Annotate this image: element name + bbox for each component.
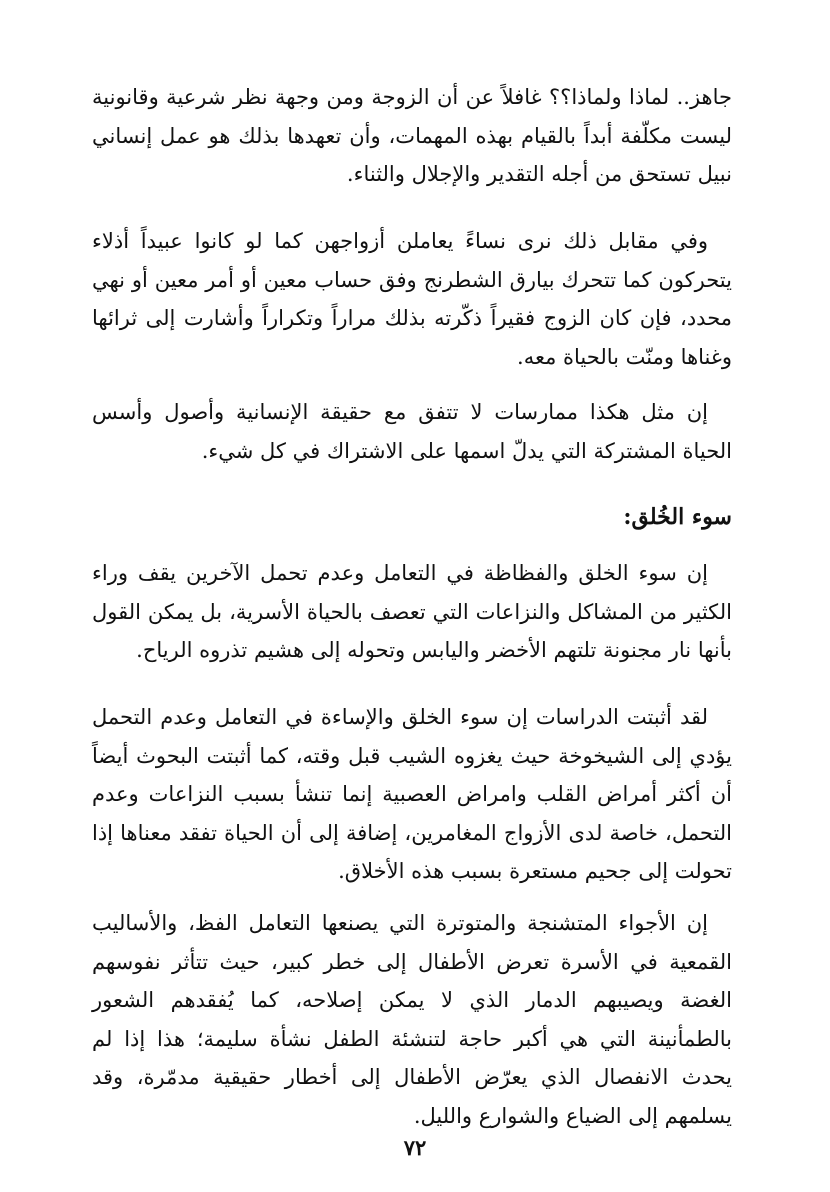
paragraph-5: لقد أثبتت الدراسات إن سوء الخلق والإساءة في التعامل وعدم التحمل يؤدي إلى الشيخوخة حيث يغزوه الشيب قبل وقته، كما أثبتت البحوث أيضاً أن أكثر أمراض القلب وامراض العصبية إنما تنشأ بسبب النزاعات وعدم التحمل، خاصة لدى الأزواج المغامرين، إضافة إلى أن الحياة تفقد معناها إذا تحولت إلى جحيم مستعرة بسبب هذه الأخلاق. [92, 705, 732, 883]
section-heading: سوء الخُلق: [623, 504, 732, 530]
paragraph-2: وفي مقابل ذلك نرى نساءً يعاملن أزواجهن كما لو كانوا عبيداً أذلاء يتحركون كما تتحرك بيارق الشطرنج وفق حساب معين أو أمر معين أو نهي محدد، فإن كان الزوج فقيراً ذكّرته بذلك مراراً وتكراراً وأشارت إلى ثرائها وغناها ومنّت بالحياة معه. [92, 229, 732, 369]
paragraph-1: جاهز.. لماذا ولماذا؟؟ غافلاً عن أن الزوجة ومن وجهة نظر شرعية وقانونية ليست مكلّفة أبداً بالقيام بهذه المهمات، وأن تعهدها بذلك هو عمل إنساني نبيل تستحق من أجله التقدير والإجلال والثناء. [92, 85, 732, 186]
paragraph-3: إن مثل هكذا ممارسات لا تتفق مع حقيقة الإنسانية وأصول وأسس الحياة المشتركة التي يدلّ اسمها على الاشتراك في كل شيء. [92, 400, 732, 463]
paragraph-6: إن الأجواء المتشنجة والمتوترة التي يصنعها التعامل الفظ، والأساليب القمعية في الأسرة تعرض الأطفال إلى خطر كبير، حيث تتأثر نفوسهم الغضة ويصيبهم الدمار الذي لا يمكن إصلاحه، كما يُفقدهم الشعور بالطمأنينة التي هي أكبر حاجة لتنشئة الطفل نشأة سليمة؛ هذا إذا لم يحدث الانفصال الذي يعرّض الأطفال إلى أخطار حقيقية مدمّرة، وقد يسلمهم إلى الضياع والشوارع والليل. [92, 911, 732, 1128]
paragraph-4: إن سوء الخلق والفظاظة في التعامل وعدم تحمل الآخرين يقف وراء الكثير من المشاكل والنزاعات التي تعصف بالحياة الأسرية، بل يمكن القول بأنها نار مجنونة تلتهم الأخضر واليابس وتحوله إلى هشيم تذروه الرياح. [92, 561, 732, 662]
page-number: ٧٢ [403, 1135, 427, 1160]
